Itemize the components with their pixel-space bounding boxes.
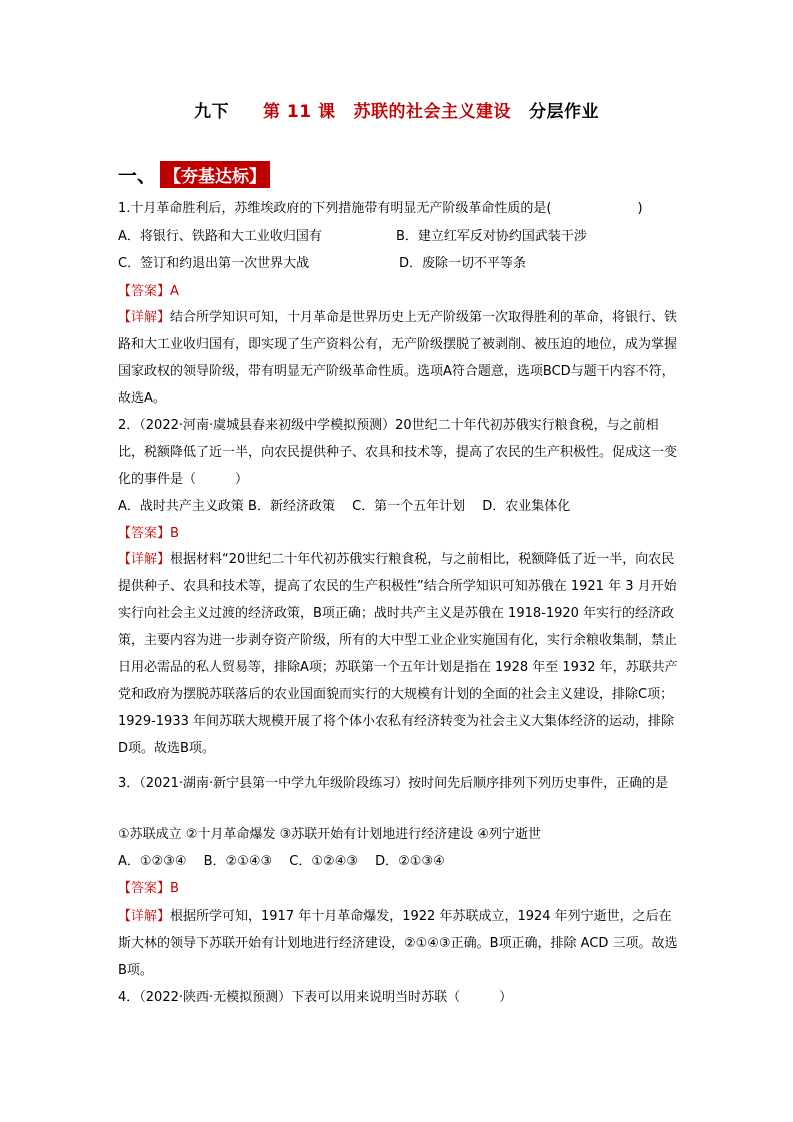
title-topic: 苏联的社会主义建设: [353, 102, 511, 122]
question-2-detail: [118, 546, 678, 762]
question-2-stem: 2．（2022·河南·虞城县春来初级中学模拟预测）20世纪二十年代初苏俄实行粮食税，与之前相比，税额降低了近一半，向农民提供种子、农具和技术等，提高了农民的生产积极性。促成这一变化的事件是（ ）: [118, 418, 678, 487]
detail-text: 根据材料“20世纪二十年代初苏俄实行粮食税，与之前相比，税额降低了近一半，向农民提供种子、农具和技术等，提高了农民的生产积极性”结合所学知识可知苏俄在 1921 年 3 月开始实行向社会主义过渡的经济政策，B项正确；战时共产主义是苏俄在 1918-1920 年实行的经济政策，主要内容为进一步剥夺资产阶级，所有的大中型工业企业实施国有化，实行余粮收集制，禁止日用必需品的私人贸易等，排除A项；苏联第一个五年计划是指在 1928 年至 1932 年，苏联共产党和政府为摆脱苏联落后的农业国面貌而实行的大规模有计划的全面的社会主义建设，排除C项；1929-1933 年间苏联大规模开展了将个体小农私有经济转变为社会主义大集体经济的运动，排除D项。故选B项。: [118, 552, 678, 756]
detail-label: 【详解】: [118, 552, 171, 567]
question-3-answer: [118, 879, 179, 899]
answer-label: 【答案】: [118, 881, 171, 896]
answer-label: 【答案】: [118, 526, 171, 541]
question-3-events: ①苏联成立 ②十月革命爆发 ③苏联开始有计划地进行经济建设 ④列宁逝世: [118, 827, 542, 842]
question-1-detail: [118, 304, 678, 412]
section-heading: [118, 161, 270, 188]
answer-label: 【答案】: [118, 284, 171, 299]
question-3-stem: 3．（2021·湖南·新宁县第一中学九年级阶段练习）按时间先后顺序排列下列历史事件，正确的是: [118, 776, 669, 791]
question-1-paren: ): [637, 201, 643, 216]
answer-value: B: [170, 526, 179, 541]
question-1-answer: [118, 282, 179, 302]
question-4-stem: 4．（2022·陕西·无模拟预测）下表可以用来说明当时苏联（ ）: [118, 990, 513, 1005]
question-1-stem: [118, 199, 643, 219]
question-2-answer: [118, 524, 179, 544]
question-1-option-b: B．建立红军反对协约国武装干涉: [396, 229, 587, 244]
section-tag: 【夯基达标】: [160, 161, 270, 188]
question-3-options: A．①②③④ B．②①④③ C．①②④③ D．②①③④: [118, 854, 445, 869]
question-1-options-row-1: [118, 227, 587, 247]
answer-value: B: [170, 881, 179, 896]
answer-value: A: [170, 284, 179, 299]
question-3-detail: [118, 903, 678, 984]
detail-label: 【详解】: [118, 310, 171, 325]
title-lesson: 第 11 课: [263, 102, 336, 122]
detail-label: 【详解】: [118, 909, 171, 924]
question-1-options-row-2: [118, 254, 526, 274]
detail-text: 根据所学可知，1917 年十月革命爆发，1922 年苏联成立，1924 年列宁逝世，之后在斯大林的领导下苏联开始有计划地进行经济建设，②①④③正确。B项正确，排除 ACD 三项。故选B项。: [118, 909, 678, 978]
detail-text: 结合所学知识可知，十月革命是世界历史上无产阶级第一次取得胜利的革命，将银行、铁路和大工业收归国有，即实现了生产资料公有，无产阶级摆脱了被剥削、被压迫的地位，成为掌握国家政权的领导阶级，带有明显无产阶级革命性质。选项A符合题意，选项BCD与题干内容不符，故选A。: [118, 310, 678, 406]
section-number: 一、: [118, 165, 157, 187]
question-1-option-d: D．废除一切不平等条: [399, 256, 527, 271]
page-title: [0, 97, 793, 122]
title-grade: 九下: [194, 102, 229, 122]
question-1-option-a: A．将银行、铁路和大工业收归国有: [118, 229, 322, 244]
title-kind: 分层作业: [529, 102, 599, 122]
question-1-option-c: C．签订和约退出第一次世界大战: [118, 256, 310, 271]
question-2-options: A．战时共产主义政策 B．新经济政策 C．第一个五年计划 D．农业集体化: [118, 499, 571, 514]
question-1-text: 1.十月革命胜利后，苏维埃政府的下列措施带有明显无产阶级革命性质的是(: [118, 201, 552, 216]
